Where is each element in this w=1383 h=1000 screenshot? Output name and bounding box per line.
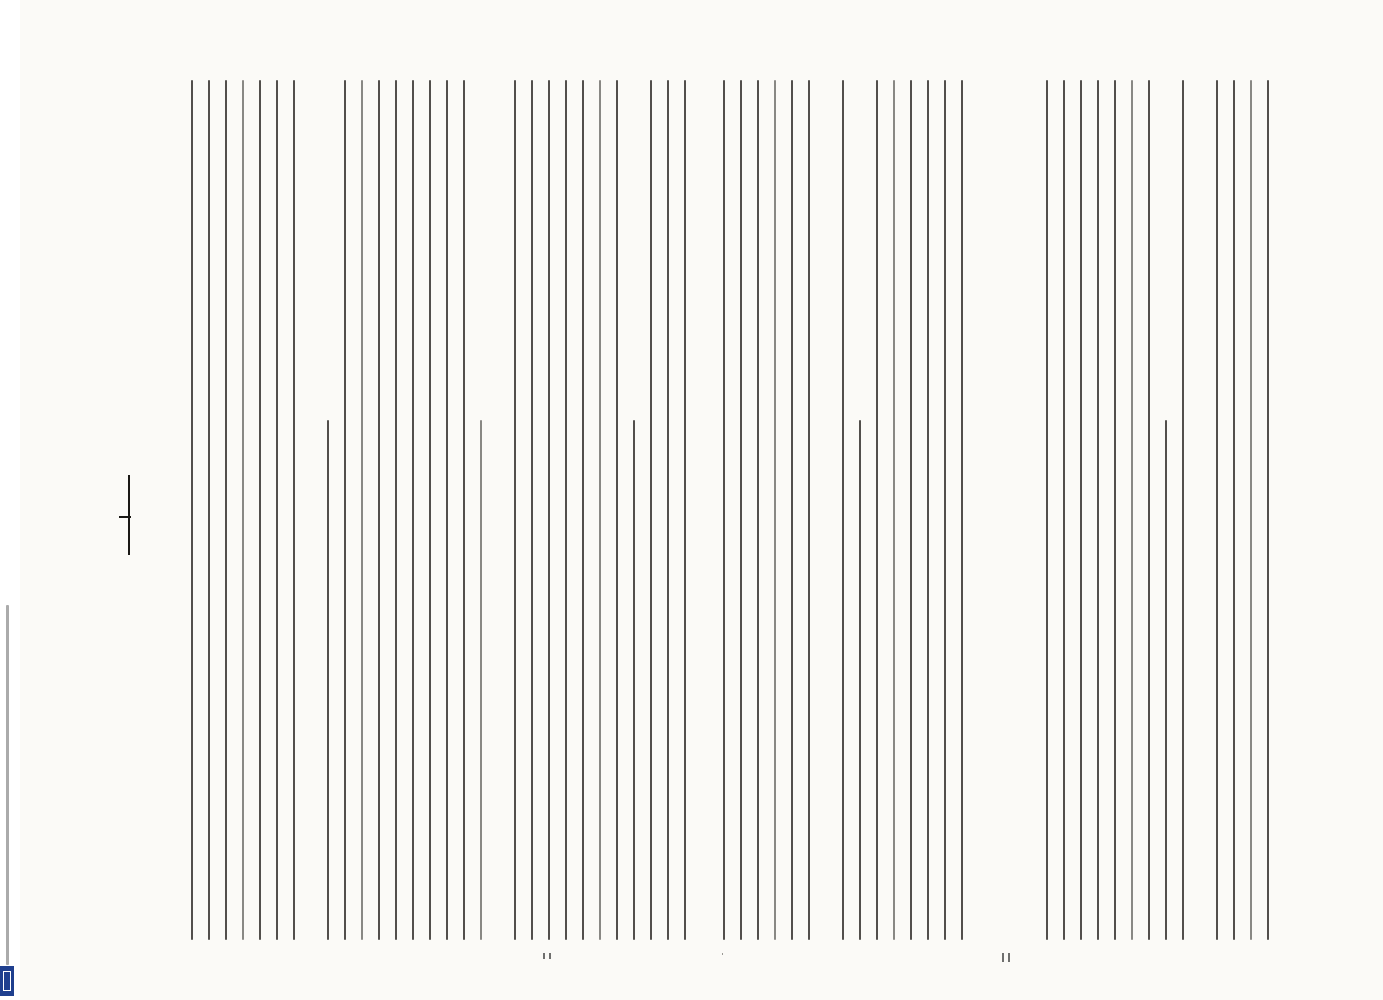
text-line	[293, 80, 295, 940]
text-line	[650, 80, 652, 940]
text-line	[774, 80, 776, 940]
text-line	[740, 80, 742, 940]
text-line	[808, 80, 810, 940]
text-line	[225, 80, 227, 940]
text-line	[667, 80, 669, 940]
text-line	[395, 80, 397, 940]
text-line	[910, 80, 912, 940]
text-line	[259, 80, 261, 940]
text-line	[1080, 80, 1082, 940]
text-line	[633, 420, 635, 940]
digitization-credit-line	[6, 605, 9, 965]
text-line	[757, 80, 759, 940]
text-line	[842, 80, 844, 940]
text-line	[463, 80, 465, 940]
text-line	[191, 80, 193, 940]
footer-strip	[0, 0, 20, 1000]
fold-rule	[128, 475, 130, 555]
text-line	[565, 80, 567, 940]
text-line	[927, 80, 929, 940]
text-column-left	[191, 57, 701, 940]
text-line	[859, 420, 861, 940]
text-line	[599, 80, 601, 940]
text-line	[1233, 80, 1235, 940]
text-line	[1148, 80, 1150, 940]
text-line	[791, 80, 793, 940]
text-line	[361, 80, 363, 940]
text-line	[1114, 80, 1116, 940]
text-line	[412, 80, 414, 940]
text-line	[876, 80, 878, 940]
text-line	[480, 420, 482, 940]
text-line	[514, 80, 516, 940]
text-line	[582, 80, 584, 940]
text-line	[961, 80, 963, 940]
text-line	[1267, 80, 1269, 940]
text-line	[1046, 80, 1048, 940]
text-line	[1182, 80, 1184, 940]
rotated-text-page	[191, 57, 1268, 953]
text-line	[893, 80, 895, 940]
text-line	[548, 80, 550, 940]
text-line	[1063, 80, 1065, 940]
text-line	[684, 80, 686, 940]
text-line	[1165, 420, 1167, 940]
text-line	[723, 80, 725, 940]
text-line	[1250, 80, 1252, 940]
text-column-right	[723, 57, 1268, 940]
text-line	[208, 80, 210, 940]
dfg-logo-icon	[0, 966, 14, 996]
text-line	[1131, 80, 1133, 940]
text-line	[429, 80, 431, 940]
text-line	[616, 80, 618, 940]
text-line	[276, 80, 278, 940]
text-line	[446, 80, 448, 940]
text-line	[344, 80, 346, 940]
fold-mark	[119, 516, 131, 518]
text-line	[531, 80, 533, 940]
text-line	[944, 80, 946, 940]
text-line	[378, 80, 380, 940]
text-line	[327, 420, 329, 940]
text-line	[1216, 80, 1218, 940]
text-line	[242, 80, 244, 940]
text-line	[1097, 80, 1099, 940]
